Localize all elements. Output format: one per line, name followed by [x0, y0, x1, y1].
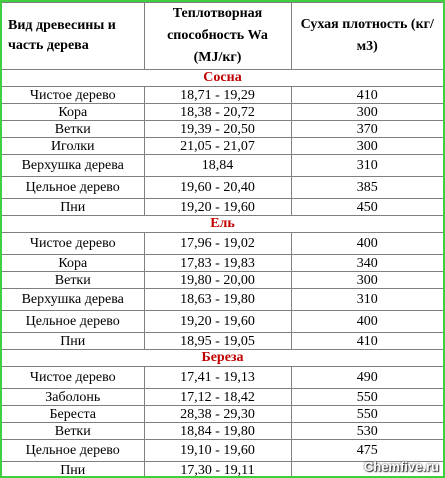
heat-value-cell: 18,63 - 19,80: [144, 289, 291, 311]
wood-part-cell: Ветки: [2, 423, 144, 440]
wood-part-cell: Иголки: [2, 138, 144, 155]
table-row: [2, 104, 443, 121]
wood-part-cell: Ветки: [2, 121, 144, 138]
section-title: Сосна: [2, 70, 443, 87]
wood-part-cell: Береста: [2, 406, 144, 423]
heat-value-cell: 17,41 - 19,13: [144, 367, 291, 389]
header-heat-unit: (MJ/кг): [193, 50, 242, 65]
table-row: [2, 255, 443, 272]
table-row: [2, 423, 443, 440]
heat-value-cell: 19,10 - 19,60: [144, 440, 291, 462]
table-row: [2, 233, 443, 255]
heat-value-cell: 19,60 - 20,40: [144, 177, 291, 199]
watermark: Chemfive.ru: [363, 459, 439, 474]
heat-value-cell: 18,71 - 19,29: [144, 87, 291, 104]
table-row: [2, 138, 443, 155]
header-heat-label: Теплотворная способность Wa: [167, 6, 268, 43]
wood-heat-table: [2, 2, 443, 478]
density-cell: 450: [291, 199, 443, 216]
density-cell: 410: [291, 87, 443, 104]
density-cell: 310: [291, 155, 443, 177]
wood-part-cell: Пни: [2, 462, 144, 478]
wood-part-cell: Кора: [2, 255, 144, 272]
wood-part-cell: Заболонь: [2, 389, 144, 406]
density-cell: 300: [291, 138, 443, 155]
header-wood-part: Вид древесины и часть дерева: [2, 3, 144, 70]
density-cell: 400: [291, 233, 443, 255]
header-heat-value: [144, 3, 291, 70]
density-cell: 300: [291, 104, 443, 121]
wood-part-cell: Чистое дерево: [2, 367, 144, 389]
density-cell: 340: [291, 255, 443, 272]
heat-value-cell: 18,38 - 20,72: [144, 104, 291, 121]
density-cell: [291, 462, 443, 478]
density-cell: 410: [291, 333, 443, 350]
density-cell: 490: [291, 367, 443, 389]
heat-value-cell: 21,05 - 21,07: [144, 138, 291, 155]
wood-part-cell: Чистое дерево: [2, 87, 144, 104]
heat-value-cell: 17,12 - 18,42: [144, 389, 291, 406]
wood-part-cell: Пни: [2, 199, 144, 216]
wood-part-cell: Верхушка дерева: [2, 155, 144, 177]
density-cell: 550: [291, 406, 443, 423]
wood-part-cell: Цельное дерево: [2, 440, 144, 462]
header-dry-density: Сухая плотность (кг/м3): [291, 3, 443, 70]
table-row: [2, 87, 443, 104]
section-title: Ель: [2, 216, 443, 233]
wood-part-cell: Цельное дерево: [2, 311, 144, 333]
section-title: Береза: [2, 350, 443, 367]
density-cell: 530: [291, 423, 443, 440]
table-row: [2, 462, 443, 478]
heat-value-cell: 18,84: [144, 155, 291, 177]
heat-value-cell: 19,20 - 19,60: [144, 199, 291, 216]
density-cell: 385: [291, 177, 443, 199]
table-row: [2, 177, 443, 199]
heat-value-cell: 18,84 - 19,80: [144, 423, 291, 440]
table-row: [2, 311, 443, 333]
wood-part-cell: Цельное дерево: [2, 177, 144, 199]
wood-part-cell: Ветки: [2, 272, 144, 289]
table-row: [2, 333, 443, 350]
heat-value-cell: 17,30 - 19,11: [144, 462, 291, 478]
wood-part-cell: Чистое дерево: [2, 233, 144, 255]
table-row: [2, 289, 443, 311]
density-cell: 370: [291, 121, 443, 138]
density-cell: 310: [291, 289, 443, 311]
density-cell: 475: [291, 440, 443, 462]
section-row: [2, 216, 443, 233]
heat-value-cell: 17,96 - 19,02: [144, 233, 291, 255]
density-cell: 300: [291, 272, 443, 289]
table-row: [2, 389, 443, 406]
header-row: [2, 3, 443, 70]
density-cell: 400: [291, 311, 443, 333]
section-row: [2, 70, 443, 87]
heat-value-cell: 18,95 - 19,05: [144, 333, 291, 350]
table-row: [2, 121, 443, 138]
table-row: [2, 155, 443, 177]
table-body: [2, 70, 443, 478]
table-row: [2, 367, 443, 389]
table-row: [2, 406, 443, 423]
density-cell: 550: [291, 389, 443, 406]
table-row: [2, 199, 443, 216]
table-row: [2, 440, 443, 462]
section-row: [2, 350, 443, 367]
table-row: [2, 272, 443, 289]
heat-value-cell: 19,20 - 19,60: [144, 311, 291, 333]
heat-value-cell: 19,39 - 20,50: [144, 121, 291, 138]
wood-part-cell: Верхушка дерева: [2, 289, 144, 311]
wood-part-cell: Пни: [2, 333, 144, 350]
heat-value-cell: 28,38 - 29,30: [144, 406, 291, 423]
wood-part-cell: Кора: [2, 104, 144, 121]
heat-value-cell: 17,83 - 19,83: [144, 255, 291, 272]
heat-value-cell: 19,80 - 20,00: [144, 272, 291, 289]
